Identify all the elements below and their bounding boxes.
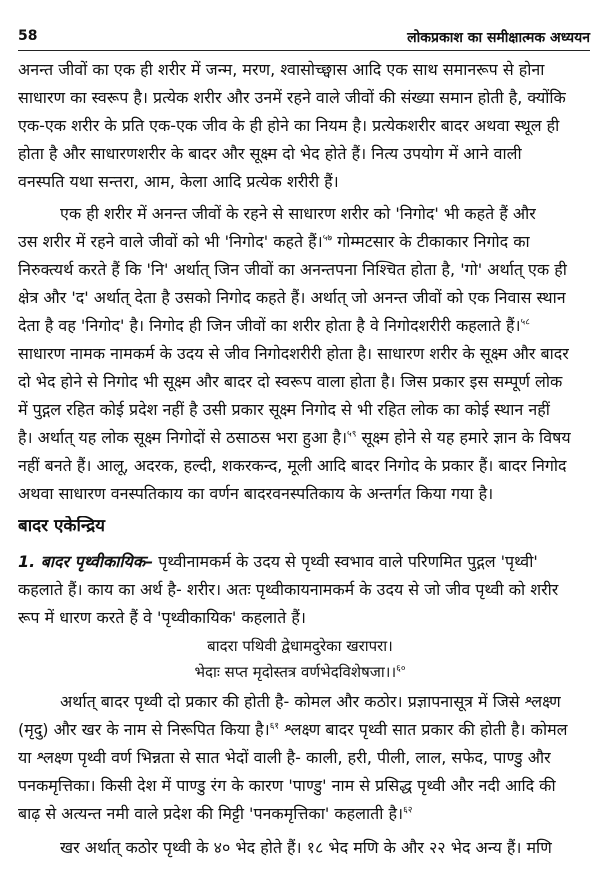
text-line: एक ही शरीर में अनन्त जीवों के रहने से साधारण शरीर को 'निगोद' भी कहते हैं और [60, 204, 536, 223]
text-line: अथवा साधारण वनस्पतिकाय का वर्णन बादरवनस्पतिकाय के अन्तर्गत किया गया है। [18, 484, 494, 503]
footnote-ref: ५७ [322, 233, 333, 244]
text-line: नहीं बनते हैं। आलू, अदरक, हल्दी, शकरकन्द, मूली आदि बादर निगोद के प्रकार हैं। बादर निगोद [18, 456, 567, 475]
text-line: अर्थात् बादर पृथ्वी दो प्रकार की होती है- कोमल और कठोर। प्रज्ञापनासूत्र में जिसे श्लक्ष्ण [60, 692, 561, 711]
text-line: अनन्त जीवों का एक ही शरीर में जन्म, मरण, श्वासोच्छ्वास आदि एक साथ समानरूप से होना [18, 60, 545, 79]
running-title: लोकप्रकाश का समीक्षात्मक अध्ययन [407, 30, 590, 46]
text-line: में पुद्गल रहित कोई प्रदेश नहीं है उसी प्रकार सूक्ष्म निगोद से भी रहित लोक का कोई स्थान नहीं [18, 400, 550, 419]
footnote-ref: ६० [396, 664, 406, 674]
text-line: रूप में धारण करते हैं वे 'पृथ्वीकायिक' कहलाते हैं। [18, 608, 306, 627]
footnote-ref: ६२ [403, 805, 413, 816]
text-span: सूक्ष्म होने से यह हमारे ज्ञान के विषय [361, 428, 571, 447]
sanskrit-verse-line [0, 662, 600, 682]
text-line: या श्लक्ष्ण पृथ्वी वर्ण भिन्नता से सात भेदों वाली है- काली, हरी, पीली, लाल, सफेद, पाण्डु और [18, 748, 551, 767]
text-span: बाढ़ से अत्यन्त नमी वाले प्रदेश की मिट्टी 'पनकमृत्तिका' कहलाती है। [18, 804, 404, 823]
footnote-ref: ५८ [520, 317, 530, 328]
text-line: क्षेत्र और 'द' अर्थात् देता है उसको निगोद कहते हैं। अर्थात् जो अनन्त जीवों को एक निवास स्थान [18, 288, 566, 307]
section-heading: बादर एकेन्द्रिय [18, 516, 106, 536]
footnote-ref: ५९ [347, 429, 357, 440]
text-line: एक-एक शरीर के प्रति एक-एक जीव के ही होने का नियम है। प्रत्येकशरीर बादर अथवा स्थूल ही [18, 116, 560, 135]
text-line: वनस्पति यथा सन्तरा, आम, केला आदि प्रत्येक शरीरी हैं। [18, 172, 339, 191]
text-line: दो भेद होने से निगोद भी सूक्ष्म और बादर दो स्वरूप वाला होता है। जिस प्रकार इस सम्पूर्ण लोक [18, 372, 563, 391]
text-line: होता है और साधारणशरीर के बादर और सूक्ष्म दो भेद होते हैं। नित्य उपयोग में आने वाली [18, 144, 522, 163]
text-line: साधारण का स्वरूप है। प्रत्येक शरीर और उनमें रहने वाले जीवों की संख्या समान होती है, क्योंकि [18, 88, 566, 107]
header-rule [18, 50, 590, 51]
text-line: पनकमृत्तिका। किसी देश में पाण्डु रंग के कारण 'पाण्डु' नाम से प्रसिद्ध पृथ्वी और नदी आदि की [18, 776, 556, 795]
subsection-heading: 1. बादर पृथ्वीकायिक– [18, 552, 154, 571]
text-span: है। अर्थात् यह लोक सूक्ष्म निगोदों से ठसाठस भरा हुआ है। [18, 428, 348, 447]
sanskrit-verse-line: बादरा पथिवी द्वेधामदुरेका खरापरा। [207, 637, 393, 655]
page-number: 58 [18, 28, 38, 44]
text-span: (मृदु) और खर के नाम से निरूपित किया है। [18, 720, 270, 739]
text-line: खर अर्थात् कठोर पृथ्वी के ४० भेद होते हैं। १८ भेद मणि के और २२ भेद अन्य हैं। मणि [60, 838, 552, 857]
text-line [18, 552, 584, 572]
text-line [18, 232, 584, 252]
text-span: पृथ्वीनामकर्म के उदय से पृथ्वी स्वभाव वाले परिणमित पुद्गल 'पृथ्वी' [158, 552, 538, 571]
text-line [18, 720, 584, 740]
footnote-ref: ६१ [269, 721, 280, 732]
text-line [18, 316, 584, 336]
text-line: कहलाते हैं। काय का अर्थ है- शरीर। अतः पृथ्वीकायनामकर्म के उदय से जो जीव पृथ्वी को शरीर [18, 580, 559, 599]
text-span: गोम्मटसार के टीकाकार निगोद का [337, 232, 530, 251]
text-span: उस शरीर में रहने वाले जीवों को भी 'निगोद' कहते हैं। [18, 232, 323, 251]
text-span: श्लक्ष्ण बादर पृथ्वी सात प्रकार की होती है। कोमल [284, 720, 568, 739]
text-line [18, 428, 584, 448]
text-line [18, 804, 584, 824]
text-line: निरुक्त्यर्थ करते हैं कि 'नि' अर्थात् जिन जीवों का अनन्तपना निश्चित होता है, 'गो' अर्थात् एक ही [18, 260, 567, 279]
text-span: देता है वह 'निगोद' है। निगोद ही जिन जीवों का शरीर होता है वे निगोदशरीरी कहलाते हैं। [18, 316, 521, 335]
text-line: साधारण नामक नामकर्म के उदय से जीव निगोदशरीरी होता है। साधारण शरीर के सूक्ष्म और बादर [18, 344, 569, 363]
text-span: भेदाः सप्त मृदोस्तत्र वर्णभेदविशेषजा।। [194, 663, 397, 681]
page-header [18, 28, 590, 50]
